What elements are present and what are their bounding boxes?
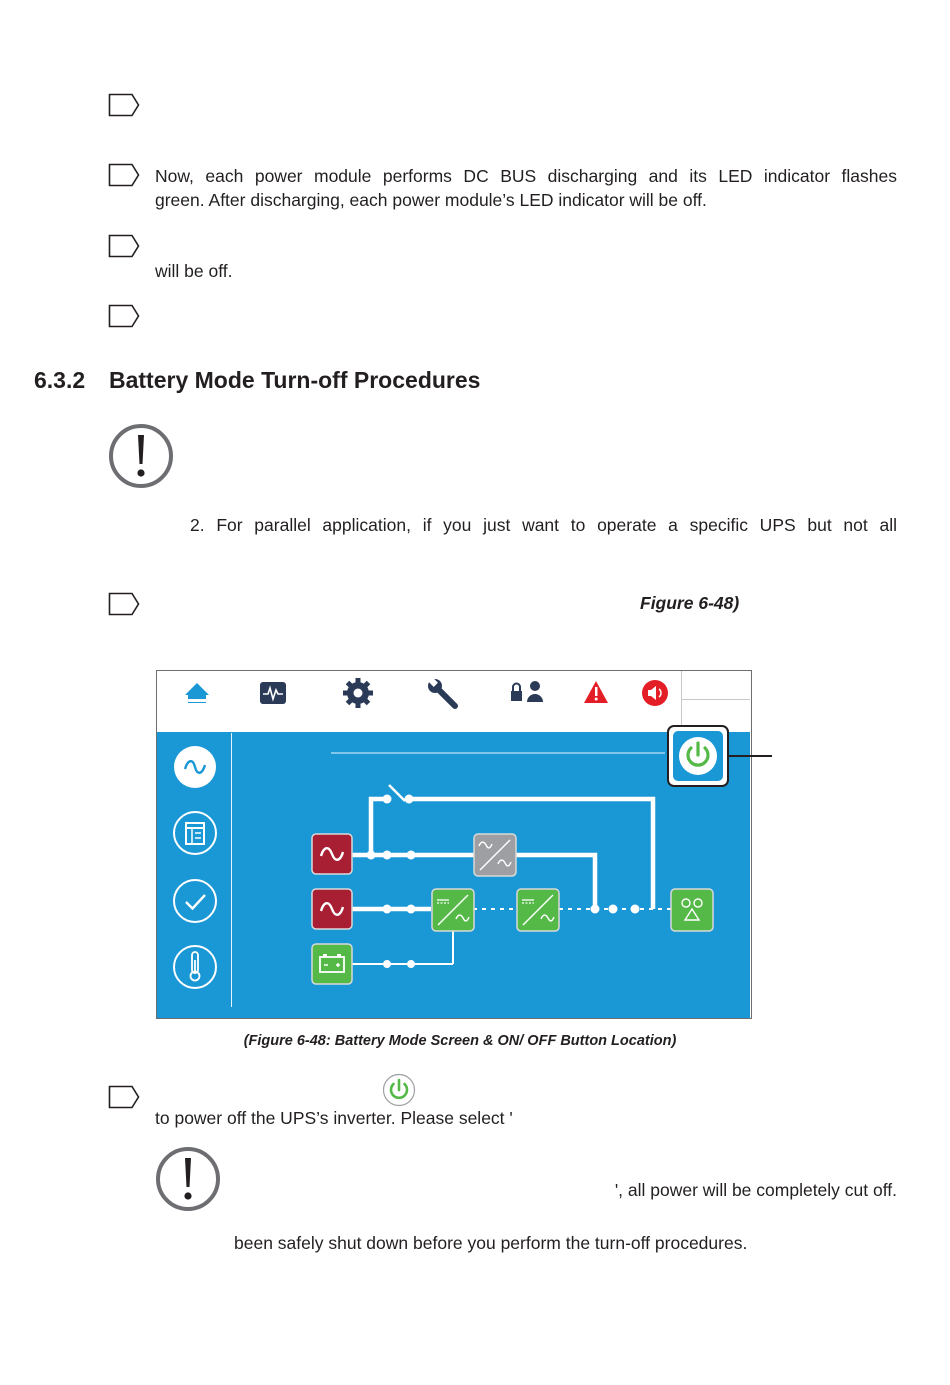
check-icon[interactable]: [174, 880, 216, 922]
section-number: 6.3.2: [34, 367, 86, 393]
screen-graphics: [157, 671, 750, 1018]
log-icon[interactable]: [174, 812, 216, 854]
rectifier-icon: [432, 889, 474, 931]
alarm-icon[interactable]: [584, 681, 608, 703]
onoff-button-frame: [667, 725, 729, 787]
step-text-line: Now, each power module performs DC BUS discharging and its LED indicator flashes: [155, 166, 897, 186]
step-marker-icon: [108, 163, 140, 187]
step-marker-icon: [108, 93, 140, 117]
section-title: Battery Mode Turn-off Procedures: [109, 367, 481, 393]
user-lock-icon[interactable]: [511, 681, 543, 702]
step-text-line: green. After discharging, each power module’s LED indicator will be off.: [155, 190, 707, 210]
battery-icon: [312, 944, 352, 984]
step-text-line: to power off the UPS’s inverter. Please select ': [155, 1108, 513, 1128]
figure-reference: Figure 6-48): [640, 593, 740, 613]
warning-text-line: ', all power will be completely cut off.: [614, 1180, 897, 1200]
step-marker-icon: [108, 592, 140, 616]
power-icon: [382, 1073, 416, 1107]
temperature-icon[interactable]: [174, 946, 216, 988]
home-icon[interactable]: [185, 683, 209, 703]
settings-gear-icon[interactable]: [343, 678, 373, 708]
step-marker-icon: [108, 304, 140, 328]
warning-exclamation-icon: [155, 1146, 221, 1212]
figure-caption: (Figure 6-48: Battery Mode Screen & ON/ OFF Button Location): [243, 1033, 677, 1049]
static-switch-icon: [474, 834, 516, 876]
ac-mode-icon[interactable]: [174, 746, 216, 788]
callout-line: [729, 755, 772, 757]
buzzer-icon[interactable]: [642, 680, 668, 706]
power-icon[interactable]: [669, 727, 727, 785]
warning-text-line: been safely shut down before you perform the turn-off procedures.: [234, 1233, 748, 1253]
section-heading: [34, 367, 480, 394]
warning-exclamation-icon: [108, 423, 174, 489]
measurement-icon[interactable]: [260, 682, 286, 704]
maintenance-wrench-icon[interactable]: [428, 677, 455, 706]
output-load-icon: [671, 889, 713, 931]
step-text-line: will be off.: [155, 261, 233, 281]
main-input-icon: [312, 889, 352, 929]
warning-item-text: 2. For parallel application, if you just want to operate a specific UPS but not all: [190, 515, 897, 535]
step-marker-icon: [108, 1085, 140, 1109]
step-marker-icon: [108, 234, 140, 258]
ups-touch-screen: [156, 670, 752, 1019]
bypass-input-icon: [312, 834, 352, 874]
inverter-icon: [517, 889, 559, 931]
